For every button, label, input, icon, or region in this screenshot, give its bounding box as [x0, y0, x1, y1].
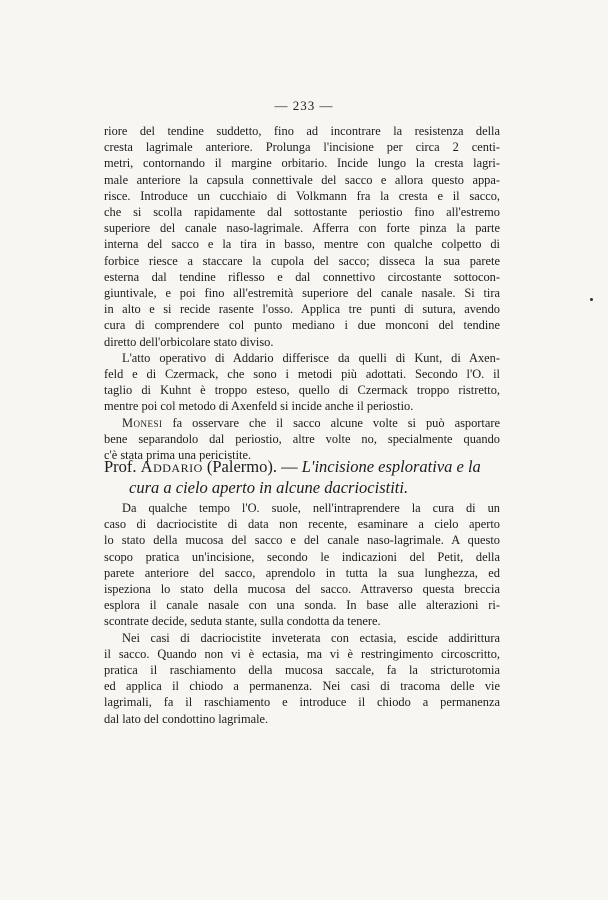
- heading-author: Addario: [140, 457, 203, 476]
- text-fragment: fa osservare che il sacco alcune volte si può asportare: [162, 415, 500, 430]
- text-line: metri, contornando il margine orbitario. Incide lungo la cresta lagri-: [104, 156, 500, 171]
- text-line: ispeziona lo stato della mucosa del sacco. Attraverso questa breccia: [104, 582, 500, 597]
- text-line: ed applica il chiodo a permanenza. Nei casi di tracoma delle vie: [104, 679, 500, 694]
- text-line: Nei casi di dacriocistite inveterata con ectasia, escide addirittura: [122, 630, 500, 645]
- page-number: — 233 —: [274, 98, 334, 113]
- text-line: esplora il canale nasale con una sonda. In base alle alterazioni ri-: [104, 598, 500, 613]
- text-line: il sacco. Quando non vi è ectasia, ma vi è restringimento circoscritto,: [104, 646, 500, 661]
- text-line: interna del sacco e la tira in basso, mentre con qualche colpetto di: [104, 237, 500, 252]
- text-line: taglio di Kuhnt è troppo esteso, quello di Czermack troppo ristretto,: [104, 383, 500, 398]
- text-block-lower: [104, 500, 500, 727]
- text-line: risce. Introduce un cucchiaio di Volkmann fra la cresta e il sacco,: [104, 188, 500, 203]
- text-line: diretto dell'orbicolare stato diviso.: [104, 334, 274, 349]
- text-line: Da qualche tempo l'O. suole, nell'intraprendere la cura di un: [122, 501, 500, 515]
- text-line: in alto e si recide rasente l'osso. Applica tre punti di sutura, avendo: [104, 302, 500, 317]
- paragraph-5: [104, 630, 500, 727]
- heading-place: (Palermo). —: [206, 457, 298, 476]
- text-line: L'atto operativo di Addario differisce da quelli di Kunt, di Axen-: [122, 350, 500, 365]
- heading-title-line-2: cura a cielo aperto in alcune dacriocistiti.: [129, 478, 409, 497]
- paragraph-2: [104, 350, 500, 415]
- text-line: pratica il raschiamento della mucosa saccale, fa la stricturotomia: [104, 663, 500, 678]
- text-line: superiore del canale naso-lagrimale. Afferra con forte pinza la parte: [104, 221, 500, 236]
- text-line: riore del tendine suddetto, fino ad incontrare la resistenza della: [104, 124, 500, 138]
- heading-title-line-1: L'incisione esplorativa e la: [301, 457, 481, 476]
- text-line: bene separandolo dal periostio, altre volte no, specialmente quando: [104, 431, 500, 446]
- paragraph-4: [104, 500, 500, 630]
- paragraph-1: [104, 123, 500, 350]
- text-line: [104, 415, 500, 431]
- text-line: c'è stata prima una pericistite.: [104, 448, 252, 463]
- paper-speck: [590, 298, 593, 301]
- text-line: mentre poi col metodo di Axenfeld si incide anche il periostio.: [104, 399, 414, 414]
- text-line: cura di comprendere col punto mediano i due monconi del tendine: [104, 318, 500, 333]
- text-line: male anteriore la capsula connettivale del sacco e allora questo appa-: [104, 172, 500, 187]
- text-line: parete anteriore del sacco, aprendolo in tutta la sua lunghezza, ed: [104, 565, 500, 580]
- text-line: giuntivale, e poi fino all'estremità superiore del canale nasale. Si tira: [104, 286, 500, 301]
- text-line: caso di dacriocistite di data non recente, esaminare a cielo aperto: [104, 517, 500, 532]
- text-line: forbice riesce a staccare la cupola del sacco; disseca la sua parete: [104, 253, 500, 268]
- text-line: lo stato della mucosa del sacco e del canale naso-lagrimale. A questo: [104, 533, 500, 548]
- text-line: scopo pratica un'incisione, secondo le indicazioni del Petit, della: [104, 549, 500, 564]
- text-line: cresta lagrimale anteriore. Prolunga l'incisione per circa 2 centi-: [104, 140, 500, 155]
- text-line: lagrimali, fa il raschiamento e introduce il chiodo a permanenza: [104, 695, 500, 710]
- speaker-name: Monesi: [122, 415, 163, 430]
- text-line: feld e di Czermack, che sono i metodi più adottati. Secondo l'O. il: [104, 367, 500, 382]
- heading-prefix: Prof.: [104, 457, 137, 476]
- section-heading: [104, 456, 502, 498]
- text-line: dal lato del condottino lagrimale.: [104, 711, 269, 726]
- text-block-upper: [104, 123, 500, 463]
- text-line: esterna dal tendine riflesso e dal connettivo circostante sottocon-: [104, 269, 500, 284]
- text-line: scontrate decide, seduta stante, sulla condotta da tenere.: [104, 614, 381, 629]
- text-line: che si scolla rapidamente dal sottostante periostio fino all'estremo: [104, 205, 500, 220]
